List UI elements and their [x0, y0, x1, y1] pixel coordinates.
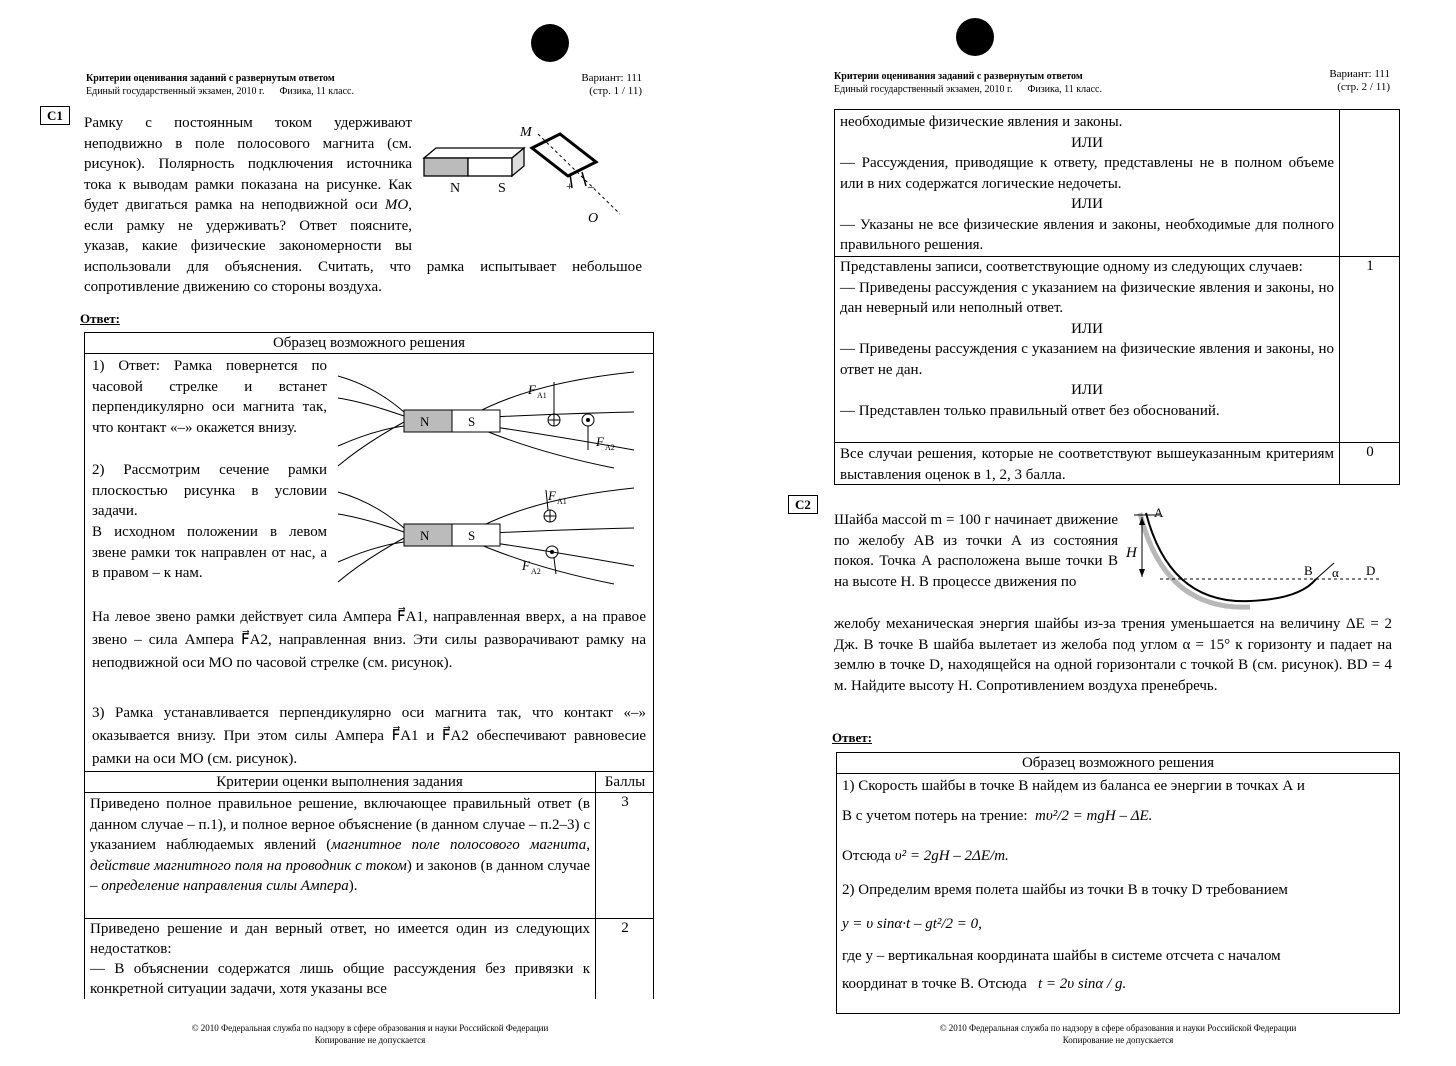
- c1-solution-title: Образец возможного решения: [85, 333, 653, 354]
- c1-sol-1: 1) Ответ: Рамка повернется по часовой стрелке и встанет перпендикулярно оси магнита так, что контакт «–» окажется внизу.: [92, 358, 327, 436]
- fig-a: A: [1154, 505, 1164, 520]
- page-header-right: [540, 72, 642, 98]
- task-tag-c1: С1: [40, 106, 70, 125]
- c1-problem-text: Рамку с постоянным током удерживают неподвижно в поле полосового магнита (см. рисунок). Полярность подключения источника тока к выводам рамки показана на рисунке. Как будет двигаться рамка на неподвижной оси МО, если рамку не удерживать? Ответ поясните, указав, какие физические закономерности вы использовали для объяснения. Считать, что рамка испытывает небольшое сопротивление движению со стороны воздуха.: [84, 115, 642, 295]
- criteria-row-2-cont: необходимые физические явления и законы. ИЛИ — Рассуждения, приводящие к ответу, представлены не в полном объеме или в них содержатся логические недочеты. ИЛИ — Указаны не все физические явления и законы, необходимые для полного правильного решения.: [840, 114, 1334, 253]
- page-footer: © 2010 Федеральная служба по надзору в сфере образования и науки Российской Федерации Копирование не допускается: [939, 1023, 1297, 1045]
- c2-problem-a: Шайба массой m = 100 г начинает движение по желобу АВ из точки А из состояния покоя. Точка А расположена выше точки В на высоте H. В процессе движения по: [834, 512, 1118, 590]
- variant: Вариант: 111: [1329, 68, 1390, 80]
- page-header: [834, 70, 1294, 96]
- criteria-row-0: Все случаи решения, которые не соответствуют вышеуказанным критериям выставления оценок в 1, 2, 3 балла.: [840, 446, 1334, 483]
- c2-figure: [1120, 505, 1390, 615]
- header-exam: Единый государственный экзамен, 2010 г.: [834, 84, 1013, 95]
- score-2: 2: [621, 920, 629, 936]
- task-tag-c2: С2: [788, 495, 818, 514]
- variant: Вариант: 111: [581, 72, 642, 84]
- fig-fa1-sub-top: A1: [537, 391, 547, 400]
- fig-fa2-bot: F: [522, 558, 530, 573]
- fig-n1: N: [420, 414, 430, 429]
- page-header: [86, 72, 546, 98]
- c1-answer-label: Ответ:: [80, 311, 121, 326]
- header-title: Критерии оценивания заданий с развернутым ответом: [834, 71, 1083, 82]
- registration-dot: [531, 24, 569, 62]
- criteria-row-2: Приведено решение и дан верный ответ, но имеется один из следующих недостатков: — В объяснении содержатся лишь общие рассуждения без привязки к конкретной ситуации задачи, хотя указаны все: [90, 921, 590, 997]
- fig-fa2-sub-top: A2: [605, 443, 615, 452]
- fig-n-label: N: [450, 181, 461, 196]
- fig-h: H: [1126, 545, 1137, 561]
- c1-sol-2: 2) Рассмотрим сечение рамки плоскостью рисунка в условии задачи.: [92, 462, 327, 519]
- c2-sol-1: 1) Скорость шайбы в точке В найдем из баланса ее энергии в точках А и: [842, 778, 1305, 794]
- fig-plus: +: [566, 179, 573, 193]
- fig-m-label: M: [520, 125, 532, 140]
- c2-solution-title: Образец возможного решения: [837, 753, 1399, 774]
- page-2: [728, 0, 1456, 1066]
- header-subject: Физика, 11 класс.: [1027, 84, 1102, 95]
- fig-fa2-sub-bot: A2: [531, 567, 541, 576]
- eq-1: mυ²/2 = mgH – ΔE.: [1035, 808, 1153, 824]
- frame: [532, 134, 596, 176]
- points-header: Баллы: [604, 774, 646, 790]
- eq-4: t = 2υ sinα / g.: [1037, 976, 1127, 992]
- criteria-row-1: Представлены записи, соответствующие одному из следующих случаев: — Приведены рассуждения с указанием на физические явления и законы, но дан неверный или неполный ответ. ИЛИ — Приведены рассуждения с указанием на физические явления и законы, но ответ не дан. ИЛИ — Представлен только правильный ответ без обоснований.: [840, 259, 1334, 419]
- eq-2: υ² = 2gH – 2ΔE/m.: [894, 848, 1009, 864]
- fig-fa1-sub-bot: A1: [557, 497, 567, 506]
- axis-mo: [538, 134, 620, 214]
- header-subject: Физика, 11 класс.: [279, 86, 354, 97]
- bar-magnet: [424, 148, 524, 176]
- fig-o-label: O: [588, 211, 599, 226]
- c1-sol-5: 3) Рамка устанавливается перпендикулярно оси магнита так, что контакт «–» оказывается внизу. При этом силы Ампера F⃗A1 и F⃗A2 обеспечивают равновесие рамки на оси МО (см. рисунок).: [92, 705, 646, 767]
- fig-fa1-bot: F: [548, 488, 556, 503]
- page-footer: © 2010 Федеральная служба по надзору в сфере образования и науки Российской Федерации Копирование не допускается: [191, 1023, 549, 1045]
- c1-field-figure: [334, 362, 644, 590]
- fig-s2: S: [468, 528, 476, 543]
- fig-minus: –: [588, 179, 594, 193]
- score-1: 1: [1366, 258, 1374, 274]
- c2-sol-4: 2) Определим время полета шайбы из точки В в точку D требованием: [842, 882, 1288, 898]
- c2-sol-5: где y – вертикальная координата шайбы в системе отсчета с началом: [842, 948, 1281, 964]
- trough: [1146, 513, 1316, 601]
- registration-dot: [956, 18, 994, 56]
- c1-figure: [420, 118, 640, 230]
- fig-d: D: [1366, 563, 1376, 578]
- score-3: 3: [621, 794, 629, 810]
- score-0: 0: [1366, 444, 1374, 460]
- header-exam: Единый государственный экзамен, 2010 г.: [86, 86, 265, 97]
- c2-sol-6: координат в точке В. Отсюда t = 2υ sinα / g.: [842, 976, 1127, 992]
- page-number: (стр. 1 / 11): [589, 85, 642, 97]
- page-number: (стр. 2 / 11): [1337, 81, 1390, 93]
- c2-sol-2: В с учетом потерь на трение: mυ²/2 = mgH – ΔE.: [842, 808, 1153, 824]
- fig-b: B: [1304, 563, 1313, 578]
- c2-sol-3: Отсюда υ² = 2gH – 2ΔE/m.: [842, 848, 1009, 864]
- fig-s-label: S: [498, 181, 506, 196]
- fig-s1: S: [468, 414, 476, 429]
- criteria-row-3: Приведено полное правильное решение, включающее правильный ответ (в данном случае – п.1), и полное верное объяснение (в данном случае – п.2–3) с указанием наблюдаемых явлений (магнитное поле полосового магнита, действие магнитного поля на проводник с током) и законов (в данном случае – определение направления силы Ампера).: [90, 796, 591, 894]
- fig-n2: N: [420, 528, 430, 543]
- fig-alpha: α: [1332, 565, 1339, 580]
- header-title: Критерии оценивания заданий с развернутым ответом: [86, 73, 335, 84]
- criteria-header: Критерии оценки выполнения задания: [216, 774, 463, 790]
- c2-eq-3: y = υ sinα·t – gt²/2 = 0,: [842, 916, 982, 932]
- c2-problem-b: желобу механическая энергия шайбы из-за трения уменьшается на величину ΔE = 2 Дж. В точке В шайба вылетает из желоба под углом α = 15° к горизонту и падает на землю в точке D, находящейся на одной горизонтали с точкой В (см. рисунок). BD = 4 м. Найдите высоту H. Сопротивлением воздуха пренебречь.: [834, 616, 1392, 694]
- page-header-right: [1288, 68, 1390, 94]
- c2-answer-label: Ответ:: [832, 730, 873, 745]
- fig-fa2-top: F: [596, 434, 604, 449]
- c1-sol-4: На левое звено рамки действует сила Ампера F⃗A1, направленная вверх, а на правое звено – сила Ампера F⃗A2, направленная вниз. Эти силы разворачивают рамку на неподвижной оси МО по часовой стрелке (см. рисунок).: [92, 609, 646, 671]
- fig-fa1-top: F: [528, 382, 536, 397]
- c1-sol-3: В исходном положении в левом звене рамки ток направлен от нас, а в правом – к нам.: [92, 524, 327, 581]
